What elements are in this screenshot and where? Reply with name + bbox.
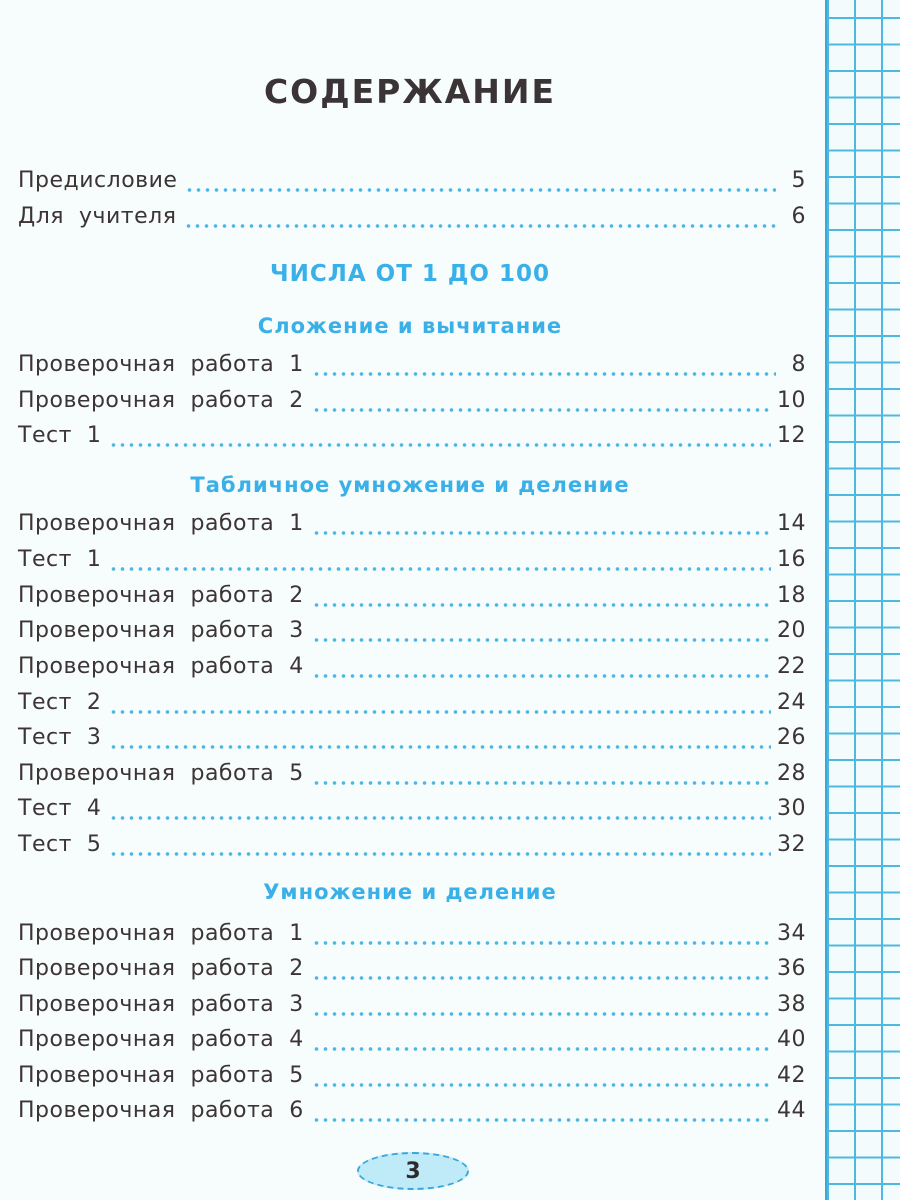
toc-entry-label: Проверочная работа 1	[18, 352, 304, 377]
toc-entry[interactable]	[18, 547, 806, 581]
toc-entry-page: 18	[777, 583, 806, 608]
dot-leader	[312, 975, 771, 981]
toc-entry[interactable]	[18, 1063, 806, 1097]
toc-entry[interactable]	[18, 1098, 806, 1132]
dot-leader	[185, 187, 776, 193]
section-heading: Сложение и вычитание	[257, 314, 563, 338]
toc-entry-label: Тест 5	[18, 832, 102, 857]
toc-entry-page: 36	[777, 956, 806, 981]
page-title: СОДЕРЖАНИЕ	[263, 72, 557, 111]
toc-entry[interactable]	[18, 992, 806, 1026]
toc-entry[interactable]	[18, 956, 806, 990]
toc-entry[interactable]	[18, 832, 806, 866]
dot-leader	[109, 851, 771, 857]
toc-entry[interactable]	[18, 388, 806, 422]
toc-entry[interactable]	[18, 796, 806, 830]
toc-entry-page: 42	[777, 1063, 806, 1088]
toc-entry-label: Тест 1	[18, 547, 102, 572]
dot-leader	[312, 637, 771, 643]
toc-entry-page: 44	[777, 1098, 806, 1123]
toc-entry-page: 10	[777, 388, 806, 413]
toc-entry[interactable]	[18, 511, 806, 545]
toc-entry[interactable]	[18, 352, 806, 386]
dot-leader	[312, 371, 776, 377]
dot-leader	[312, 1117, 771, 1123]
dot-leader	[184, 223, 776, 229]
toc-entry[interactable]	[18, 690, 806, 724]
toc-entry-label: Проверочная работа 1	[18, 511, 304, 536]
toc-entry-label: Проверочная работа 5	[18, 1063, 304, 1088]
toc-entry[interactable]	[18, 1027, 806, 1061]
toc-entry-label: Проверочная работа 6	[18, 1098, 304, 1123]
toc-entry-page: 32	[777, 832, 806, 857]
page-number-badge	[357, 1152, 469, 1190]
dot-leader	[312, 1046, 771, 1052]
graph-paper-margin	[825, 0, 900, 1200]
toc-entry-page: 16	[777, 547, 806, 572]
toc-entry-label: Для учителя	[18, 204, 177, 229]
toc-entry-label: Проверочная работа 4	[18, 1027, 304, 1052]
toc-entry-label: Проверочная работа 2	[18, 583, 304, 608]
part-heading: ЧИСЛА ОТ 1 ДО 100	[270, 261, 550, 287]
dot-leader	[312, 1011, 771, 1017]
dot-leader	[312, 940, 771, 946]
toc-entry-label: Проверочная работа 1	[18, 921, 304, 946]
dot-leader	[312, 1082, 771, 1088]
section-heading: Умножение и деление	[263, 880, 557, 904]
toc-entry-label: Тест 1	[18, 423, 102, 448]
toc-entry-page: 22	[777, 654, 806, 679]
toc-entry-page: 12	[777, 423, 806, 448]
toc-entry-label: Проверочная работа 3	[18, 618, 304, 643]
toc-entry-page: 14	[777, 511, 806, 536]
toc-entry-page: 6	[791, 204, 806, 229]
toc-entry-label: Проверочная работа 4	[18, 654, 304, 679]
toc-entry-label: Проверочная работа 2	[18, 956, 304, 981]
toc-entry-page: 20	[777, 618, 806, 643]
dot-leader	[312, 407, 771, 413]
toc-entry-label: Тест 4	[18, 796, 102, 821]
toc-entry-label: Тест 2	[18, 690, 102, 715]
toc-entry[interactable]	[18, 654, 806, 688]
dot-leader	[312, 602, 771, 608]
toc-entry-page: 30	[777, 796, 806, 821]
toc-entry-page: 5	[791, 168, 806, 193]
toc-entry[interactable]	[18, 583, 806, 617]
page-number: 3	[405, 1158, 421, 1184]
toc-entry-label: Проверочная работа 2	[18, 388, 304, 413]
toc-entry-page: 24	[777, 690, 806, 715]
dot-leader	[109, 709, 771, 715]
toc-entry[interactable]	[18, 423, 806, 457]
toc-entry[interactable]	[18, 168, 806, 202]
toc-entry-page: 34	[777, 921, 806, 946]
toc-entry-page: 26	[777, 725, 806, 750]
dot-leader	[312, 673, 771, 679]
toc-entry-label: Тест 3	[18, 725, 102, 750]
dot-leader	[109, 744, 771, 750]
dot-leader	[109, 566, 771, 572]
toc-entry[interactable]	[18, 204, 806, 238]
toc-entry-label: Проверочная работа 5	[18, 761, 304, 786]
dot-leader	[312, 530, 771, 536]
toc-entry-page: 28	[777, 761, 806, 786]
toc-entry-label: Предисловие	[18, 168, 178, 193]
toc-entry-label: Проверочная работа 3	[18, 992, 304, 1017]
toc-entry[interactable]	[18, 725, 806, 759]
toc-entry-page: 38	[777, 992, 806, 1017]
dot-leader	[109, 815, 771, 821]
dot-leader	[109, 442, 771, 448]
dot-leader	[312, 780, 771, 786]
toc-entry-page: 40	[777, 1027, 806, 1052]
toc-entry[interactable]	[18, 618, 806, 652]
toc-entry[interactable]	[18, 761, 806, 795]
section-heading: Табличное умножение и деление	[190, 473, 630, 497]
toc-entry[interactable]	[18, 921, 806, 955]
toc-entry-page: 8	[791, 352, 806, 377]
